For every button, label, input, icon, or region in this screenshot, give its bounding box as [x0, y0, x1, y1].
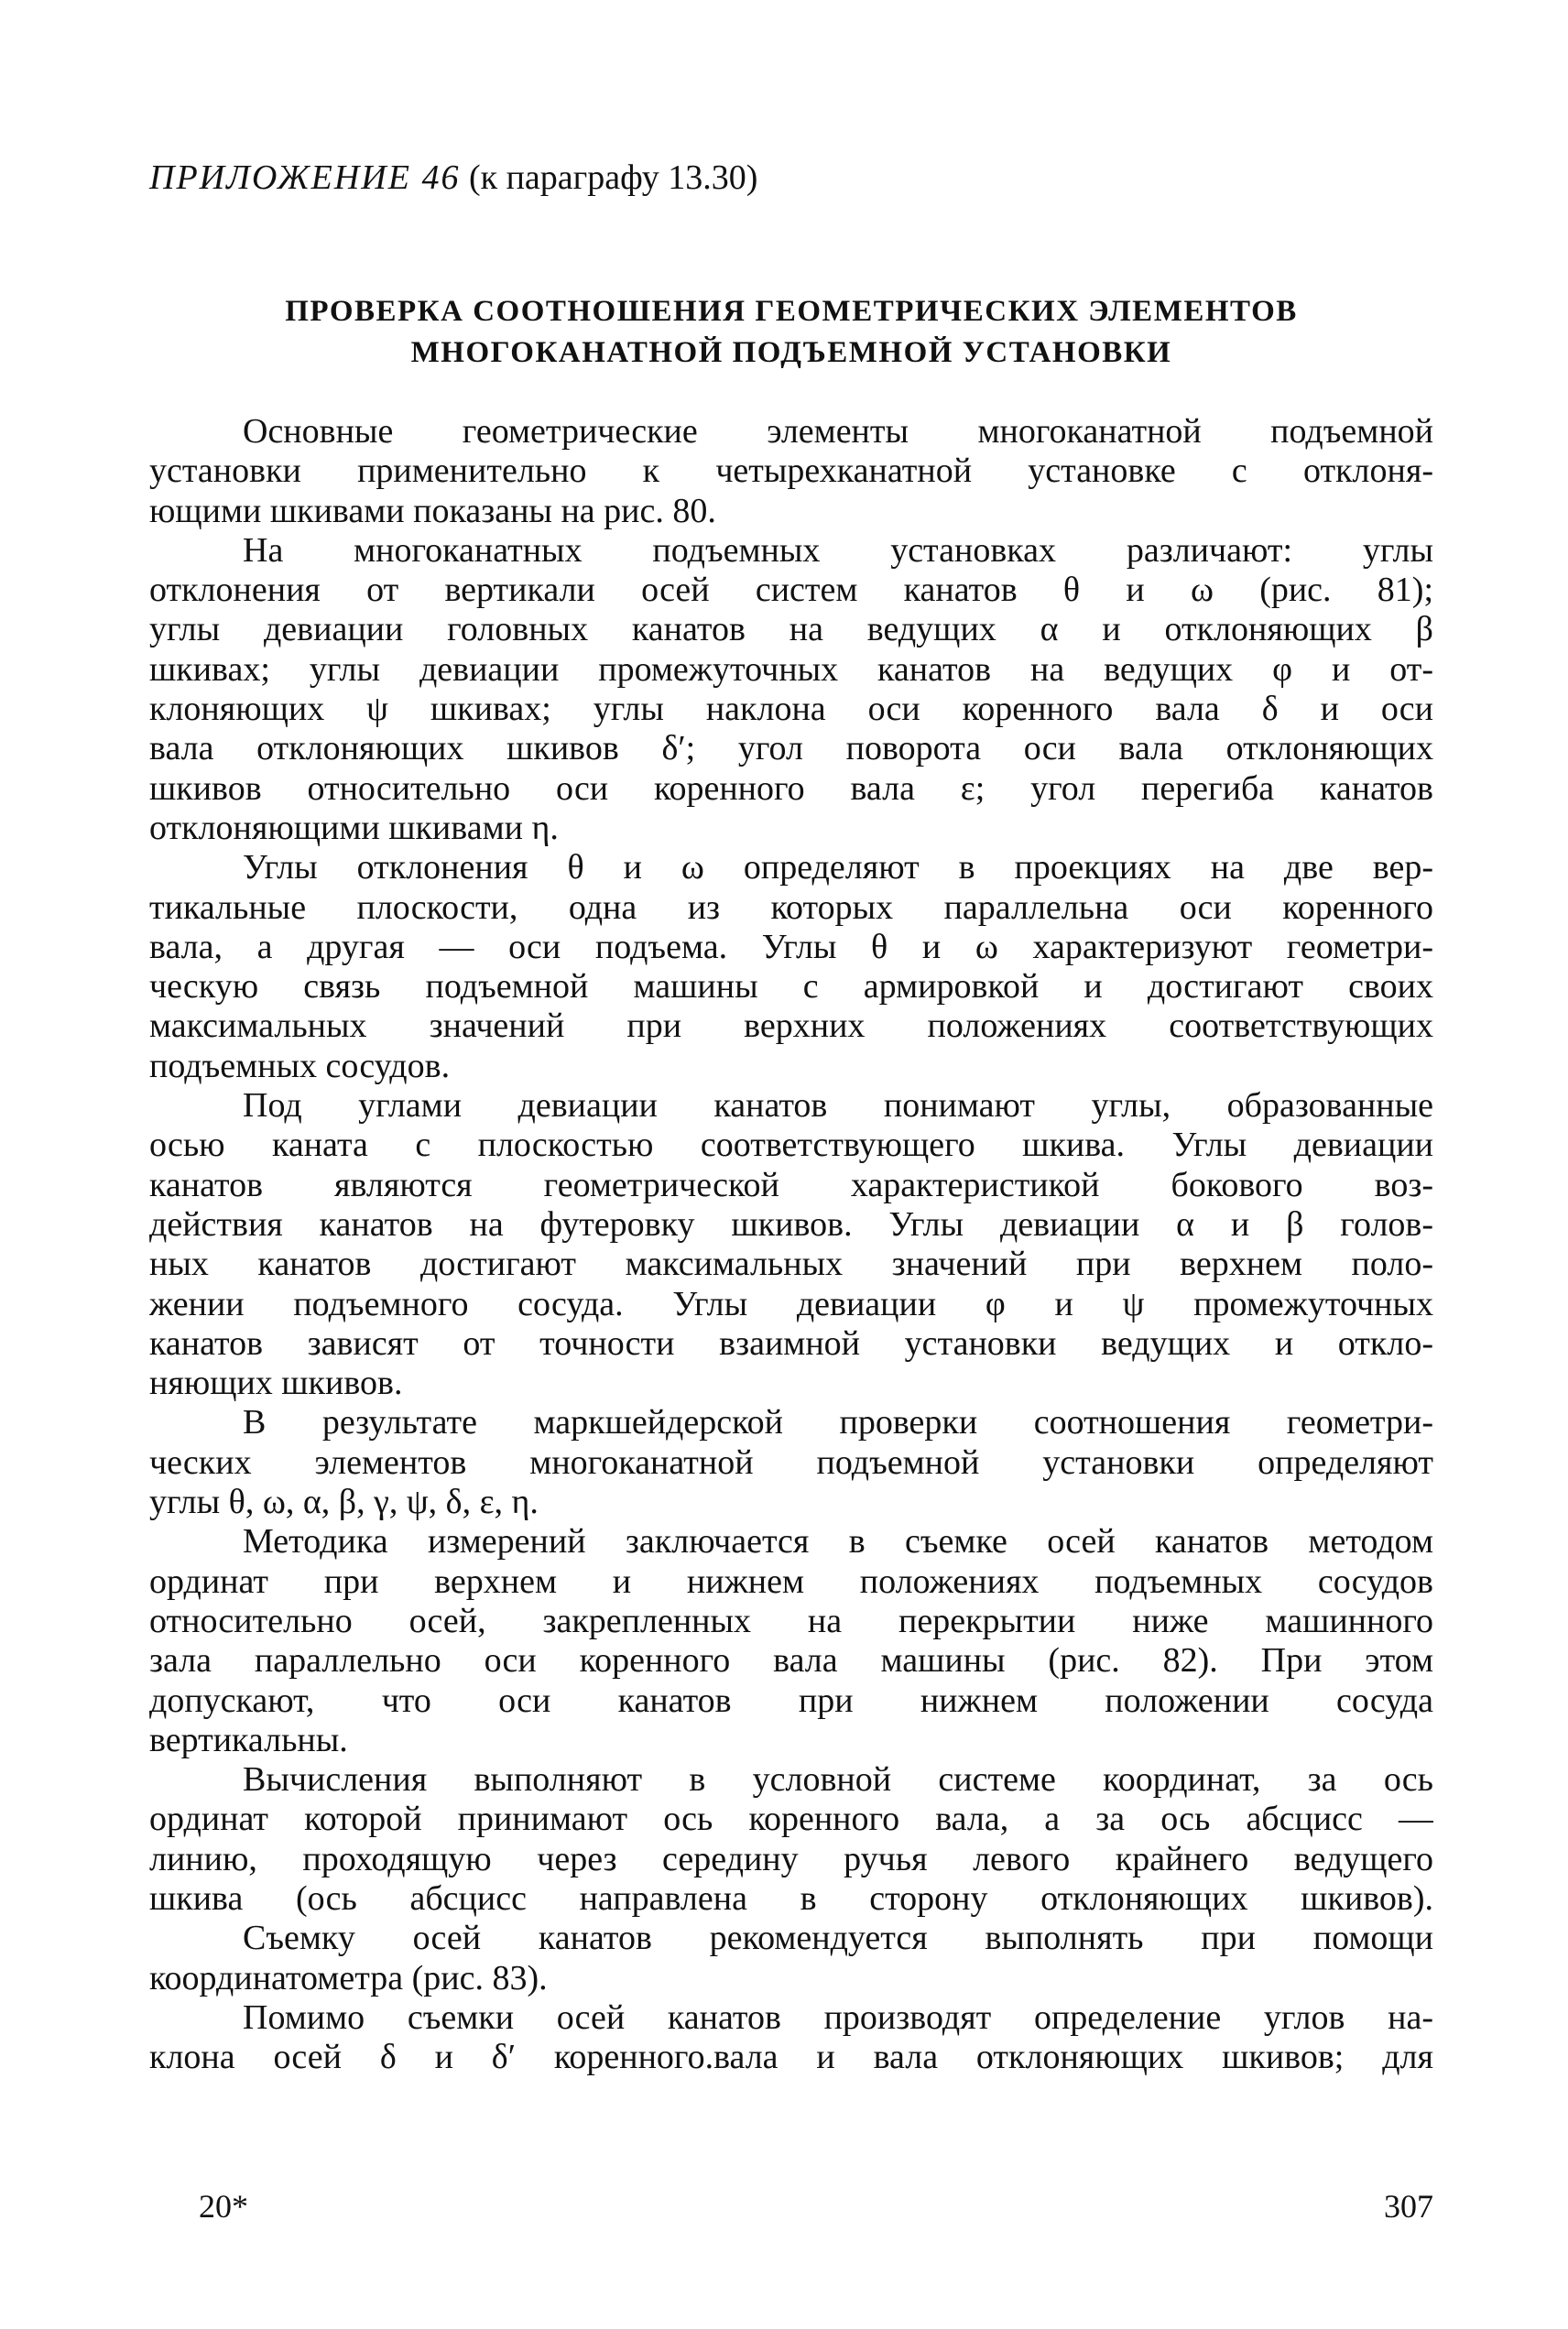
text-line: няющих шкивов. — [149, 1364, 403, 1403]
text-line: жении подъемного сосуда. Углы девиации φ и ψ промежуточных — [149, 1284, 1433, 1323]
text-line: В результате маркшейдерской проверки соотношения геометри- — [243, 1403, 1433, 1442]
text-line: допускают, что оси канатов при нижнем положении сосуда — [149, 1681, 1433, 1720]
body-text — [149, 412, 1433, 2077]
text-line: Вычисления выполняют в условной системе координат, за ось — [243, 1760, 1433, 1800]
text-line: На многоканатных подъемных установках различают: углы — [243, 530, 1433, 570]
text-line: вала, а другая — оси подъема. Углы θ и ω характеризуют геометри- — [149, 927, 1433, 966]
text-line: шкива (ось абсцисс направлена в сторону отклоняющих шкивов). — [149, 1878, 1433, 1918]
text-line: Углы отклонения θ и ω определяют в проекциях на две вер- — [243, 848, 1433, 887]
text-line: канатов зависят от точности взаимной установки ведущих и откло- — [149, 1323, 1433, 1363]
text-line: шкивах; углы девиации промежуточных канатов на ведущих φ и от- — [149, 649, 1433, 689]
paragraph — [149, 1086, 1433, 1403]
paragraph — [149, 412, 1433, 531]
paragraph — [149, 1919, 1433, 1998]
text-line: координатометра (рис. 83). — [149, 1958, 548, 1997]
text-line: клоняющих ψ шкивах; углы наклона оси коренного вала δ и оси — [149, 690, 1433, 729]
signature-mark: 20* — [199, 2188, 248, 2225]
paragraph — [149, 1403, 1433, 1522]
text-line: подъемных сосудов. — [149, 1046, 451, 1085]
paragraph — [149, 848, 1433, 1086]
text-line: зала параллельно оси коренного вала машины (рис. 82). При этом — [149, 1641, 1433, 1681]
text-line: линию, проходящую через середину ручья левого крайнего ведущего — [149, 1839, 1433, 1878]
text-line: углы девиации головных канатов на ведущих α и отклоняющих β — [149, 610, 1433, 649]
text-line: установки применительно к четырехканатной установке с отклоня- — [149, 452, 1433, 491]
text-line: ческую связь подъемной машины с армировкой и достигают своих — [149, 967, 1433, 1007]
title-line-1: ПРОВЕРКА СООТНОШЕНИЯ ГЕОМЕТРИЧЕСКИХ ЭЛЕМЕНТОВ — [285, 295, 1298, 328]
appendix-label: ПРИЛОЖЕНИЕ 46 — [149, 158, 461, 197]
text-line: Помимо съемки осей канатов производят определение углов на- — [243, 1997, 1433, 2037]
text-line: Методика измерений заключается в съемке осей канатов методом — [243, 1522, 1433, 1562]
text-line: ющими шкивами показаны на рис. 80. — [149, 491, 716, 530]
paragraph — [149, 1522, 1433, 1760]
text-line: ных канатов достигают максимальных значений при верхнем поло- — [149, 1245, 1433, 1284]
page-title — [149, 291, 1433, 374]
text-line: действия канатов на футеровку шкивов. Углы девиации α и β голов- — [149, 1204, 1433, 1244]
text-line: Основные геометрические элементы многоканатной подъемной — [243, 412, 1433, 451]
text-line: максимальных значений при верхних положениях соответствующих — [149, 1007, 1433, 1046]
text-line: углы θ, ω, α, β, γ, ψ, δ, ε, η. — [149, 1483, 539, 1522]
text-line: ординат при верхнем и нижнем положениях подъемных сосудов — [149, 1562, 1433, 1601]
text-line: Съемку осей канатов рекомендуется выполнять при помощи — [243, 1919, 1433, 1958]
text-line: отклонения от вертикали осей систем канатов θ и ω (рис. 81); — [149, 571, 1433, 610]
paragraph-reference: (к параграфу 13.30) — [468, 158, 758, 197]
text-line: клона осей δ и δ′ коренного.вала и вала отклоняющих шкивов; для — [149, 2038, 1433, 2077]
text-line: ординат которой принимают ось коренного вала, а за ось абсцисс — — [149, 1800, 1433, 1839]
text-line: вала отклоняющих шкивов δ′; угол поворота оси вала отклоняющих — [149, 729, 1433, 768]
text-line: относительно осей, закрепленных на перекрытии ниже машинного — [149, 1601, 1433, 1640]
paragraph — [149, 1760, 1433, 1919]
title-line-2: МНОГОКАНАТНОЙ ПОДЪЕМНОЙ УСТАНОВКИ — [410, 336, 1172, 369]
paragraph — [149, 1998, 1433, 2078]
text-line: вертикальны. — [149, 1720, 348, 1759]
paragraph — [149, 531, 1433, 848]
text-line: канатов являются геометрической характеристикой бокового воз- — [149, 1165, 1433, 1204]
text-line: тикальные плоскости, одна из которых параллельна оси коренного — [149, 887, 1433, 927]
page-number: 307 — [1384, 2188, 1433, 2225]
text-line: Под углами девиации канатов понимают углы, образованные — [243, 1086, 1433, 1126]
text-line: шкивов относительно оси коренного вала ε; угол перегиба канатов — [149, 768, 1433, 808]
text-line: ческих элементов многоканатной подъемной установки определяют — [149, 1442, 1433, 1482]
text-line: отклоняющими шкивами η. — [149, 808, 559, 847]
appendix-header — [149, 158, 757, 198]
text-line: осью каната с плоскостью соответствующего шкива. Углы девиации — [149, 1126, 1433, 1165]
